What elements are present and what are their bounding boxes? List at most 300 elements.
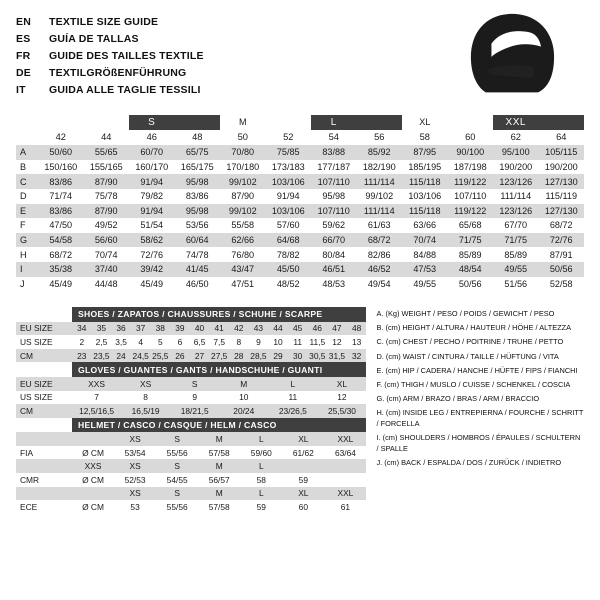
- cell: 34: [77, 323, 87, 334]
- cell: 2,5: [95, 337, 108, 348]
- table-row: [16, 377, 366, 391]
- cell: 58/62: [140, 235, 164, 246]
- row-label: B: [20, 162, 27, 173]
- cell: 55/56: [166, 501, 188, 512]
- header: [16, 14, 584, 99]
- cell: 56/60: [94, 235, 118, 246]
- band-cell: [539, 115, 585, 130]
- cell: 71/75: [458, 235, 482, 246]
- number-header-row: [16, 130, 584, 146]
- cell: 103/106: [271, 176, 305, 187]
- cell: 32: [351, 350, 362, 361]
- cell: 9: [192, 392, 198, 403]
- helmet-title-row: [16, 418, 366, 433]
- cell: L: [258, 461, 264, 472]
- row-label: A: [20, 147, 27, 158]
- cell: 24,5: [132, 350, 149, 361]
- shoes-table: [16, 307, 366, 362]
- language-row: [16, 48, 204, 65]
- letter-band-row: [16, 115, 584, 130]
- row-label: C: [20, 176, 27, 187]
- cell: 13: [351, 337, 362, 348]
- cell: 28,5: [250, 350, 267, 361]
- cell: M: [215, 461, 223, 472]
- table-row: [16, 218, 584, 233]
- cell: 48/54: [458, 264, 482, 275]
- cell: 71/75: [504, 235, 528, 246]
- helmet-header-row: [16, 487, 366, 501]
- cell: 12: [332, 337, 342, 348]
- cell: L: [290, 378, 296, 389]
- legend-item: D. (cm) WAIST / CINTURA / TAILLE / HÜFTUNG / VITA: [376, 351, 559, 361]
- size-number: 42: [55, 131, 66, 142]
- cell: 99/102: [365, 191, 394, 202]
- cell: 24: [116, 350, 126, 361]
- cell: 40: [194, 323, 205, 334]
- cell: XXL: [337, 488, 354, 499]
- cell: 57/60: [276, 220, 300, 231]
- table-row: [16, 473, 366, 487]
- row-label: US SIZE: [20, 337, 53, 348]
- cell: 72/76: [549, 235, 573, 246]
- helmet-table: [16, 418, 366, 514]
- cell: 23/26,5: [278, 405, 307, 416]
- cell: 87/90: [231, 191, 255, 202]
- cell: 85/92: [367, 147, 391, 158]
- cell: 67/70: [504, 220, 528, 231]
- table-row: [16, 204, 584, 219]
- cell: 44/48: [94, 278, 118, 289]
- cell: S: [174, 433, 180, 444]
- cell: 165/175: [180, 162, 214, 173]
- cell: 25,5: [152, 350, 169, 361]
- row-label: CM: [20, 405, 34, 416]
- cell: 42: [234, 323, 244, 334]
- cell: 59: [298, 474, 308, 485]
- cell: 95/98: [185, 205, 209, 216]
- row-label: EU SIZE: [20, 378, 53, 389]
- cell: 62/66: [231, 235, 255, 246]
- cell: 79/82: [140, 191, 164, 202]
- cell: 55/56: [166, 447, 188, 458]
- table-row: [16, 247, 584, 262]
- cell: M: [215, 488, 223, 499]
- cell: 66/70: [322, 235, 346, 246]
- cell: 115/118: [408, 205, 441, 216]
- cell: 43: [253, 323, 264, 334]
- cell: 41: [214, 323, 224, 334]
- cell: 95/98: [185, 176, 209, 187]
- cell: 91/94: [140, 205, 164, 216]
- cell: 70/74: [413, 235, 437, 246]
- cell: 87/90: [94, 205, 118, 216]
- row-label: E: [20, 205, 27, 216]
- cell: 51/54: [140, 220, 164, 231]
- table-row: [16, 262, 584, 277]
- cell: 45/50: [276, 264, 300, 275]
- cell: 31,5: [328, 350, 346, 361]
- row-label: G: [20, 235, 28, 246]
- cell: 50/56: [458, 278, 482, 289]
- cell: XL: [336, 378, 348, 389]
- cell: 47/51: [231, 278, 255, 289]
- band-cell: [357, 115, 403, 130]
- size-number: 60: [465, 131, 476, 142]
- size-number: 52: [283, 131, 294, 142]
- cell: 187/198: [453, 162, 487, 173]
- cell: 72/76: [140, 249, 164, 260]
- band-cell: [175, 115, 221, 130]
- cell: 43/47: [231, 264, 255, 275]
- cell: 53: [130, 501, 140, 512]
- row-label: EU SIZE: [20, 323, 53, 334]
- cell: 65/75: [185, 147, 209, 158]
- cell: 103/106: [271, 205, 305, 216]
- cell: 107/110: [454, 191, 487, 202]
- cell: M: [240, 378, 248, 389]
- language-code: IT: [16, 84, 26, 96]
- cell: 48/52: [276, 278, 300, 289]
- table-row: [16, 446, 366, 460]
- cell: 48/53: [322, 278, 346, 289]
- cell: 12,5/16,5: [79, 405, 114, 416]
- cell: 47/53: [413, 264, 437, 275]
- band-cell: [38, 115, 84, 130]
- lower-section: [16, 307, 584, 514]
- table-row: [16, 277, 584, 292]
- cell: 11: [293, 337, 303, 348]
- band-cell: [448, 115, 494, 130]
- legend-item: H. (cm) INSIDE LEG / ENTREPIERNA / FOURCHE / SCHRITT / FORCELLA: [376, 408, 584, 429]
- cell: 85/89: [458, 249, 482, 260]
- size-number: 50: [237, 131, 248, 142]
- cell: 50/60: [49, 147, 73, 158]
- language-text: TEXTILE SIZE GUIDE: [49, 16, 159, 28]
- cell: 150/160: [44, 162, 78, 173]
- row-label: H: [20, 249, 27, 260]
- gloves-table: [16, 362, 366, 417]
- shoes-title-row: [16, 307, 366, 322]
- cell: 105/115: [545, 147, 578, 158]
- cell: 37/40: [94, 264, 118, 275]
- row-label: J: [20, 278, 25, 289]
- cell: 57/58: [208, 447, 230, 458]
- cell: 45: [293, 323, 303, 334]
- cell: 37: [136, 323, 146, 334]
- language-code: ES: [16, 33, 31, 45]
- legend-item: B. (cm) HEIGHT / ALTURA / HAUTEUR / HÖHE / ALTEZZA: [376, 323, 572, 333]
- cell: XS: [129, 461, 141, 472]
- unit: Ø CM: [82, 447, 104, 458]
- cell: 71/74: [49, 191, 73, 202]
- cell: 83/88: [322, 147, 346, 158]
- cell: 170/180: [226, 162, 260, 173]
- cell: 18/21,5: [180, 405, 209, 416]
- gloves-title-row: [16, 362, 366, 377]
- legend-item: J. (cm) BACK / ESPALDA / DOS / ZURÜCK / INDIETRO: [376, 458, 562, 468]
- cell: 46: [312, 323, 322, 334]
- cell: 123/126: [499, 176, 533, 187]
- cell: 49/55: [413, 278, 437, 289]
- cell: 111/114: [363, 176, 395, 187]
- table-row: [16, 500, 366, 514]
- table-row: [16, 322, 366, 336]
- cell: 5: [157, 337, 163, 348]
- cell: S: [174, 488, 180, 499]
- cell: 115/118: [408, 176, 441, 187]
- cell: 8: [236, 337, 242, 348]
- cell: 59/60: [250, 447, 272, 458]
- cell: 39: [175, 323, 185, 334]
- helmet-icon: [464, 12, 560, 98]
- language-list: [16, 14, 204, 99]
- cell: 59: [256, 501, 266, 512]
- cell: 55/58: [231, 220, 255, 231]
- cell: 127/130: [544, 205, 578, 216]
- cell: 46/51: [322, 264, 346, 275]
- cell: 99/102: [228, 176, 257, 187]
- cell: 58: [256, 474, 266, 485]
- textile-size-table: [16, 115, 584, 291]
- cell: 61/62: [292, 447, 314, 458]
- language-code: EN: [16, 16, 31, 28]
- cell: 83/86: [49, 205, 73, 216]
- cell: 28: [234, 350, 244, 361]
- language-text: GUÍA DE TALLAS: [49, 33, 139, 45]
- size-number: 48: [192, 131, 203, 142]
- cell: 59/62: [322, 220, 346, 231]
- cell: XS: [129, 488, 141, 499]
- language-text: GUIDE DES TAILLES TEXTILE: [49, 50, 204, 62]
- band-cell-xxl: XXL: [493, 115, 539, 130]
- language-code: DE: [16, 67, 31, 79]
- cell: 6: [177, 337, 183, 348]
- cell: S: [191, 378, 198, 389]
- cell: 30,5: [309, 350, 326, 361]
- language-row: [16, 65, 204, 82]
- row-label: CMR: [20, 474, 40, 485]
- cell: 107/110: [317, 176, 350, 187]
- band-cell-m: M: [238, 117, 247, 128]
- cell: XL: [298, 433, 309, 444]
- size-number: 56: [374, 131, 385, 142]
- cell: 80/84: [322, 249, 346, 260]
- table-row: [16, 349, 366, 363]
- cell: 35/38: [49, 264, 73, 275]
- cell: 11: [288, 392, 298, 403]
- measurement-legend: [376, 307, 584, 514]
- cell: 54/58: [49, 235, 73, 246]
- cell: 25,5/30: [327, 405, 356, 416]
- language-text: TEXTILGRÖßENFÜHRUNG: [49, 67, 187, 79]
- cell: 60/70: [140, 147, 164, 158]
- cell: 91/94: [140, 176, 164, 187]
- cell: 63/66: [413, 220, 437, 231]
- cell: 49/54: [367, 278, 391, 289]
- cell: 44: [273, 323, 283, 334]
- cell: 190/200: [544, 162, 578, 173]
- table-row: [16, 145, 584, 160]
- cell: 20/24: [233, 405, 255, 416]
- table-row: [16, 233, 584, 248]
- row-label: I: [20, 264, 23, 275]
- table-row: [16, 404, 366, 418]
- cell: 35: [96, 323, 107, 334]
- unit: Ø CM: [82, 501, 104, 512]
- cell: 182/190: [362, 162, 396, 173]
- cell: 50/56: [549, 264, 573, 275]
- helmet-title: HELMET / CASCO / CASQUE / HELM / CASCO: [72, 418, 366, 433]
- cell: 55/65: [94, 147, 118, 158]
- cell: 119/122: [454, 205, 487, 216]
- cell: 99/102: [228, 205, 257, 216]
- cell: 68/72: [367, 235, 391, 246]
- cell: 84/88: [413, 249, 437, 260]
- cell: 48: [351, 323, 362, 334]
- cell: 49/52: [94, 220, 118, 231]
- cell: 47: [332, 323, 342, 334]
- cell: 111/114: [363, 205, 395, 216]
- cell: 46/50: [185, 278, 209, 289]
- cell: 53/54: [124, 447, 146, 458]
- cell: 56/57: [208, 474, 230, 485]
- band-cell-xl: XL: [419, 117, 431, 128]
- size-number: 44: [101, 131, 112, 142]
- cell: 123/126: [499, 205, 533, 216]
- cell: 177/187: [317, 162, 351, 173]
- cell: 46/52: [367, 264, 391, 275]
- cell: S: [174, 461, 180, 472]
- cell: 75/85: [276, 147, 300, 158]
- cell: 155/165: [89, 162, 123, 173]
- cell: 68/72: [49, 249, 73, 260]
- size-number: 58: [419, 131, 430, 142]
- shoes-title: SHOES / ZAPATOS / CHAUSSURES / SCHUHE / SCARPE: [72, 307, 366, 322]
- language-row: [16, 31, 204, 48]
- cell: 127/130: [544, 176, 578, 187]
- cell: 64/68: [276, 235, 300, 246]
- cell: 115/119: [545, 191, 578, 202]
- gloves-title: GLOVES / GUANTES / GANTS / HANDSCHUHE / GUANTI: [72, 362, 366, 377]
- cell: 76/80: [231, 249, 255, 260]
- table-row: [16, 189, 584, 204]
- cell: 63/64: [334, 447, 356, 458]
- cell: 45/49: [140, 278, 164, 289]
- cell: 119/122: [454, 176, 487, 187]
- cell: 36: [116, 323, 126, 334]
- band-cell: [266, 115, 312, 130]
- size-number: 46: [146, 131, 157, 142]
- cell: 23: [77, 350, 87, 361]
- cell: XXS: [88, 378, 105, 389]
- cell: 27: [194, 350, 205, 361]
- table-row: [16, 335, 366, 349]
- cell: XXS: [84, 461, 102, 472]
- table-row: [16, 174, 584, 189]
- cell: 12: [337, 392, 347, 403]
- size-number: 62: [510, 131, 521, 142]
- size-number: 64: [556, 131, 567, 142]
- cell: 52/53: [124, 474, 146, 485]
- equipment-tables: [16, 307, 366, 514]
- cell: 90/100: [456, 147, 485, 158]
- cell: 2: [79, 337, 85, 348]
- cell: 60: [298, 501, 308, 512]
- cell: 70/80: [231, 147, 255, 158]
- cell: 68/72: [549, 220, 573, 231]
- legend-item: F. (cm) THIGH / MUSLO / CUISSE / SCHENKEL / COSCIA: [376, 379, 571, 389]
- cell: 78/82: [276, 249, 300, 260]
- cell: 7: [94, 392, 99, 403]
- cell: 23,5: [93, 350, 110, 361]
- cell: XXL: [337, 433, 354, 444]
- helmet-header-row: [16, 459, 366, 473]
- cell: 4: [138, 337, 144, 348]
- cell: 160/170: [135, 162, 169, 173]
- cell: 29: [273, 350, 283, 361]
- cell: 87/90: [94, 176, 118, 187]
- row-label: US SIZE: [20, 392, 53, 403]
- cell: 83/86: [185, 191, 209, 202]
- table-row: [16, 391, 366, 405]
- cell: L: [258, 433, 264, 444]
- legend-item: I. (cm) SHOULDERS / HOMBROS / ÉPAULES / SCHULTERN / SPALLE: [376, 433, 581, 454]
- cell: 185/195: [408, 162, 442, 173]
- cell: 53/56: [185, 220, 209, 231]
- cell: 47/50: [49, 220, 73, 231]
- cell: XS: [140, 378, 152, 389]
- cell: 8: [143, 392, 148, 403]
- cell: 41/45: [185, 264, 209, 275]
- legend-item: G. (cm) ARM / BRAZO / BRAS / ARM / BRACCIO: [376, 393, 540, 403]
- cell: 173/183: [271, 162, 305, 173]
- cell: 95/100: [501, 147, 530, 158]
- helmet-header-row: [16, 432, 366, 446]
- cell: 10: [239, 392, 249, 403]
- cell: 87/91: [549, 249, 573, 260]
- cell: 3,5: [115, 337, 127, 348]
- language-row: [16, 14, 204, 31]
- cell: 91/94: [276, 191, 300, 202]
- cell: 74/78: [185, 249, 209, 260]
- cell: 10: [273, 337, 283, 348]
- row-label: CM: [20, 350, 34, 361]
- cell: XL: [298, 488, 309, 499]
- row-label: ECE: [20, 501, 38, 512]
- cell: 38: [155, 323, 165, 334]
- cell: 39/42: [140, 264, 164, 275]
- unit: Ø CM: [82, 474, 104, 485]
- size-number: 54: [328, 131, 339, 142]
- cell: 60/64: [185, 235, 209, 246]
- cell: 70/74: [94, 249, 118, 260]
- cell: 65/68: [458, 220, 482, 231]
- cell: 52/58: [549, 278, 573, 289]
- band-cell-s: S: [129, 115, 175, 130]
- cell: 54/55: [166, 474, 188, 485]
- cell: 7,5: [213, 337, 226, 348]
- cell: 16,5/19: [131, 405, 160, 416]
- table-row: [16, 160, 584, 175]
- cell: 49/55: [504, 264, 528, 275]
- cell: 87/95: [413, 147, 437, 158]
- legend-item: E. (cm) HIP / CADERA / HANCHE / HÜFTE / FIPS / FIANCHI: [376, 365, 578, 375]
- cell: 75/78: [94, 191, 118, 202]
- cell: 103/106: [408, 191, 442, 202]
- row-label: F: [20, 220, 26, 231]
- cell: XS: [129, 433, 141, 444]
- cell: 107/110: [317, 205, 350, 216]
